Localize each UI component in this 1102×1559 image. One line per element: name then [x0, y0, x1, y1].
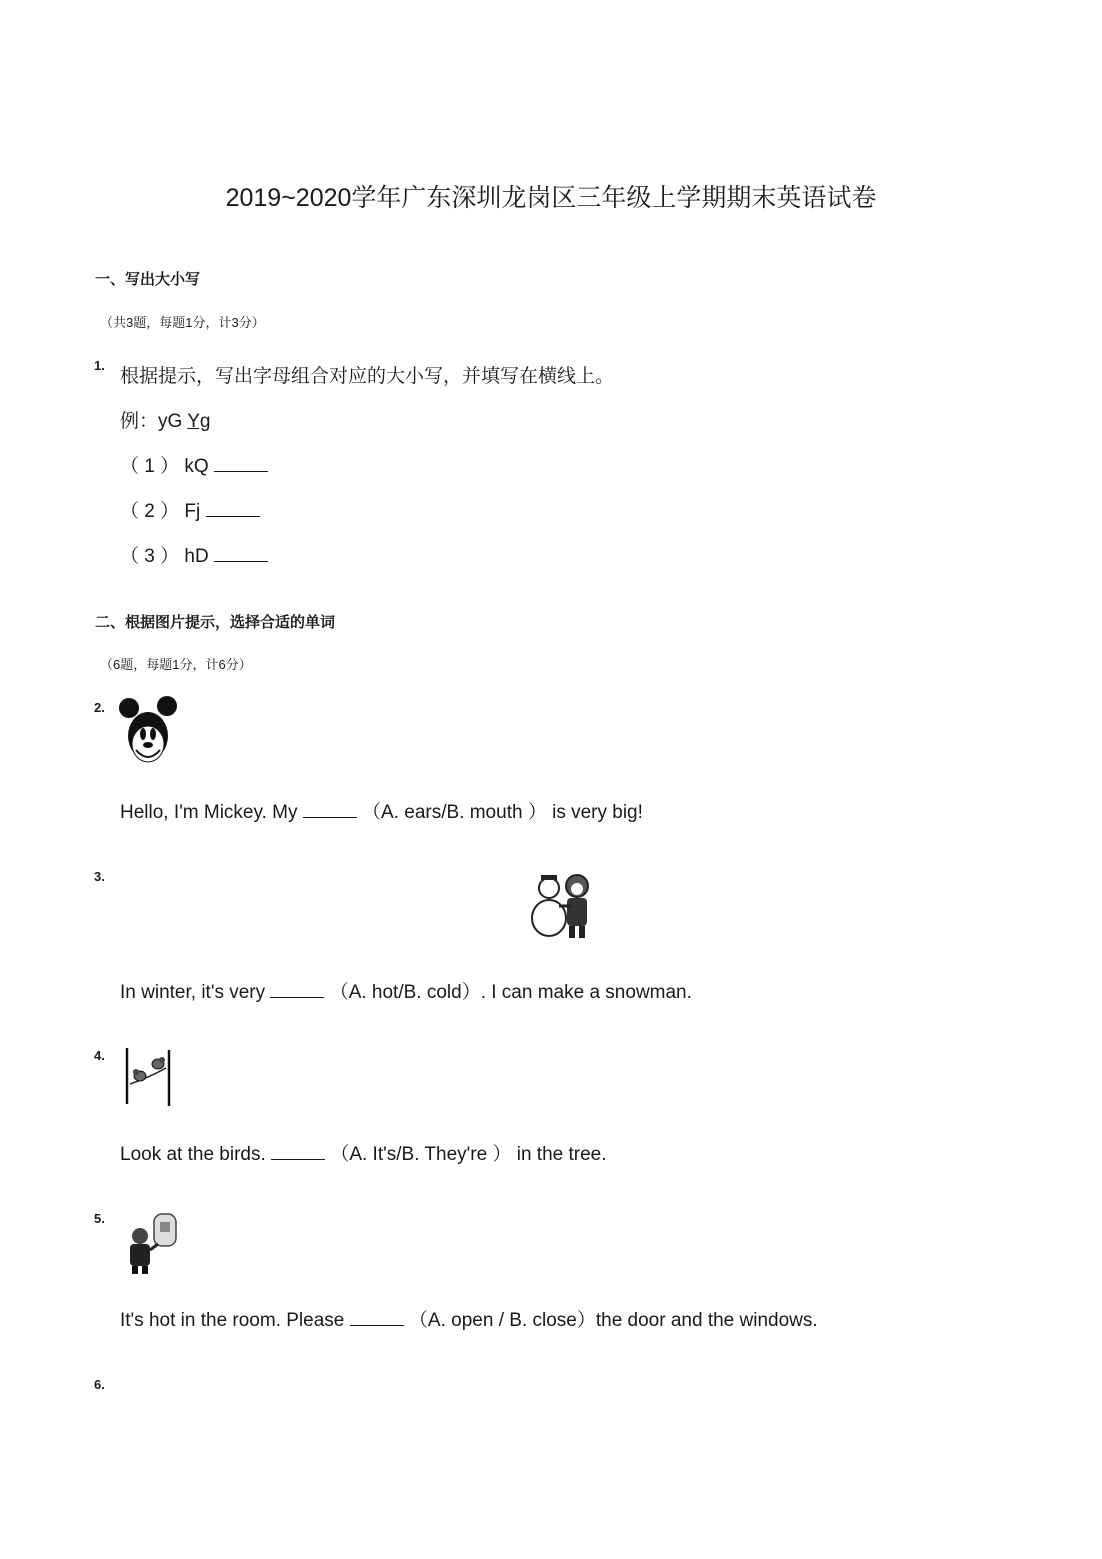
answer-blank[interactable] [303, 799, 357, 818]
birds-tree-icon [124, 1046, 174, 1108]
room-door-icon [122, 1210, 182, 1276]
question-4-sentence [120, 1139, 607, 1166]
section2-heading: 二、根据图片提示，选择合适的单词 [95, 614, 336, 631]
question-1-instruction: 根据提示，写出字母组合对应的大小写，并填写在横线上。 [120, 366, 615, 387]
question-2-sentence [120, 797, 643, 824]
snowman-girl-icon [527, 866, 601, 942]
question-1-item-3 [120, 541, 268, 568]
answer-blank[interactable] [350, 1307, 404, 1326]
answer-blank[interactable] [214, 453, 268, 472]
page-title: 2019~2020学年广东深圳龙岗区三年级上学期期末英语试卷 [225, 184, 877, 212]
sentence-start: It's hot in the room. Please [120, 1310, 345, 1331]
question-1-item-2 [120, 496, 260, 523]
item-label: （ 1 ） kQ [120, 456, 209, 477]
question-3-sentence [120, 977, 692, 1004]
sentence-end: （A. ears/B. mouth ） is very big! [362, 802, 643, 823]
answer-blank[interactable] [271, 1141, 325, 1160]
question-1-number: 1. [94, 358, 105, 373]
section1-heading: 一、写出大小写 [95, 271, 201, 288]
answer-blank[interactable] [206, 498, 260, 517]
section2-note: （6题，每题1分，计6分） [100, 657, 252, 672]
question-2-number: 2. [94, 700, 105, 715]
example-label: 例：yG [120, 411, 183, 432]
sentence-start: Hello, I'm Mickey. My [120, 802, 298, 823]
question-5-sentence [120, 1305, 818, 1332]
item-label: （ 2 ） Fj [120, 501, 201, 522]
item-label: （ 3 ） hD [120, 546, 209, 567]
example-answer: Yg [187, 411, 211, 432]
mickey-icon [118, 694, 180, 770]
sentence-end: （A. open / B. close）the door and the windows. [408, 1310, 818, 1331]
question-3-number: 3. [94, 869, 105, 884]
answer-blank[interactable] [270, 979, 324, 998]
sentence-end: （A. It's/B. They're ） in the tree. [330, 1144, 607, 1165]
question-1-example [120, 406, 210, 433]
question-6-number: 6. [94, 1377, 105, 1392]
question-4-number: 4. [94, 1048, 105, 1063]
section1-note: （共3题，每题1分，计3分） [100, 315, 265, 330]
sentence-start: In winter, it's very [120, 982, 266, 1003]
question-5-number: 5. [94, 1211, 105, 1226]
answer-blank[interactable] [214, 543, 268, 562]
sentence-end: （A. hot/B. cold）. I can make a snowman. [329, 982, 692, 1003]
sentence-start: Look at the birds. [120, 1144, 266, 1165]
question-1-item-1 [120, 451, 268, 478]
